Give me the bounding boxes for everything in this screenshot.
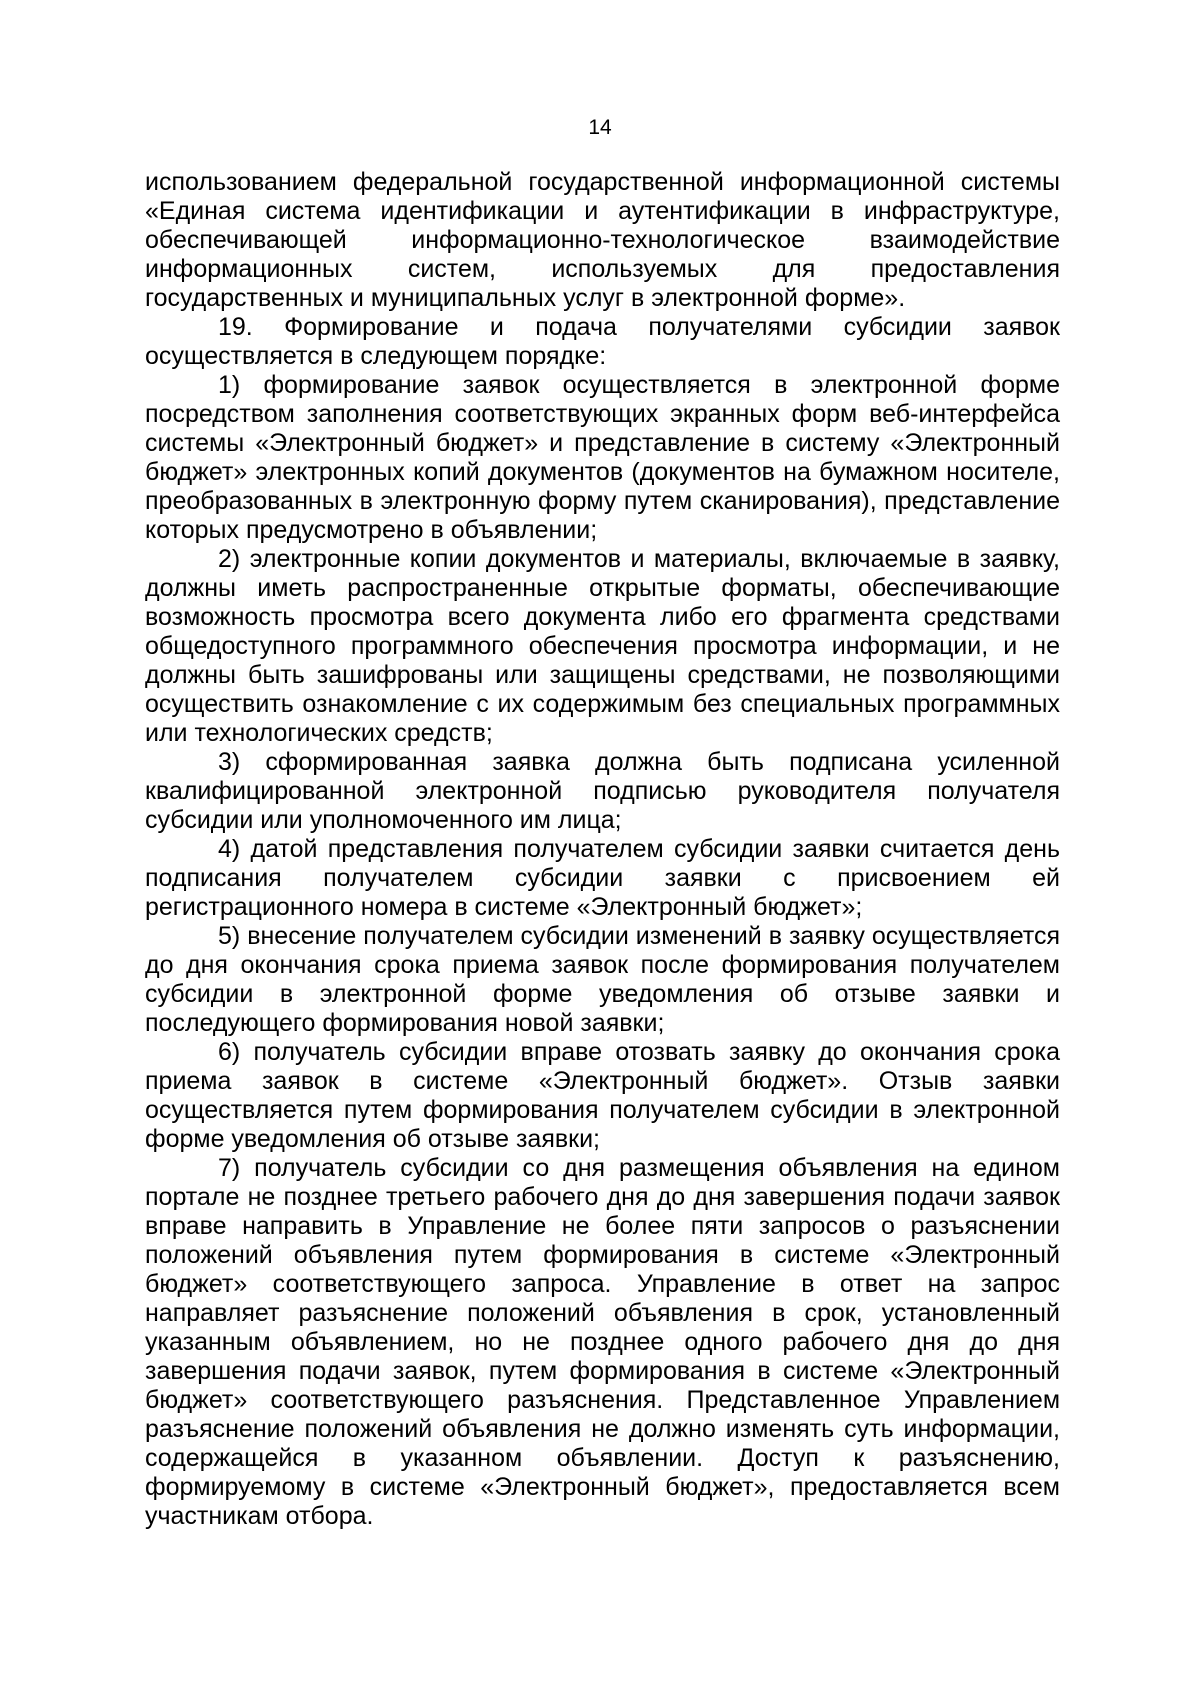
paragraph-item-19: 19. Формирование и подача получателями субсидии заявок осуществляется в следующем порядке: xyxy=(145,313,1060,370)
paragraph-subitem-2: 2) электронные копии документов и материалы, включаемые в заявку, должны иметь распространенные открытые форматы, обеспечивающие возможность просмотра всего документа либо его фрагмента средствами общедоступного программного обеспечения просмотра информации, и не должны быть зашифрованы или защищены средствами, не позволяющими осуществить ознакомление с их содержимым без специальных программных или технологических средств; xyxy=(145,545,1060,747)
paragraph-subitem-1: 1) формирование заявок осуществляется в электронной форме посредством заполнения соответствующих экранных форм веб-интерфейса системы «Электронный бюджет» и представление в систему «Электронный бюджет» электронных копий документов (документов на бумажном носителе, преобразованных в электронную форму путем сканирования), представление которых предусмотрено в объявлении; xyxy=(145,371,1060,544)
paragraph-subitem-3: 3) сформированная заявка должна быть подписана усиленной квалифицированной электронной подписью руководителя получателя субсидии или уполномоченного им лица; xyxy=(145,748,1060,834)
page-number: 14 xyxy=(588,116,612,139)
paragraph-subitem-6: 6) получатель субсидии вправе отозвать заявку до окончания срока приема заявок в системе «Электронный бюджет». Отзыв заявки осуществляется путем формирования получателем субсидии в электронной форме уведомления об отзыве заявки; xyxy=(145,1038,1060,1153)
paragraph-subitem-5: 5) внесение получателем субсидии изменений в заявку осуществляется до дня окончания срока приема заявок после формирования получателем субсидии в электронной форме уведомления об отзыве заявки и последующего формирования новой заявки; xyxy=(145,922,1060,1037)
paragraph-continuation: использованием федеральной государственной информационной системы «Единая система идентификации и аутентификации в инфраструктуре, обеспечивающей информационно-технологическое взаимодействие информационных систем, используемых для предоставления государственных и муниципальных услуг в электронной форме». xyxy=(145,168,1060,312)
document-body xyxy=(145,168,1060,1531)
paragraph-subitem-7: 7) получатель субсидии со дня размещения объявления на едином портале не позднее третьего рабочего дня до дня завершения подачи заявок вправе направить в Управление не более пяти запросов о разъяснении положений объявления путем формирования в системе «Электронный бюджет» соответствующего запроса. Управление в ответ на запрос направляет разъяснение положений объявления в срок, установленный указанным объявлением, но не позднее одного рабочего дня до дня завершения подачи заявок, путем формирования в системе «Электронный бюджет» соответствующего разъяснения. Представленное Управлением разъяснение положений объявления не должно изменять суть информации, содержащейся в указанном объявлении. Доступ к разъяснению, формируемому в системе «Электронный бюджет», предоставляется всем участникам отбора. xyxy=(145,1154,1060,1530)
paragraph-subitem-4: 4) датой представления получателем субсидии заявки считается день подписания получателем субсидии заявки с присвоением ей регистрационного номера в системе «Электронный бюджет»; xyxy=(145,835,1060,921)
